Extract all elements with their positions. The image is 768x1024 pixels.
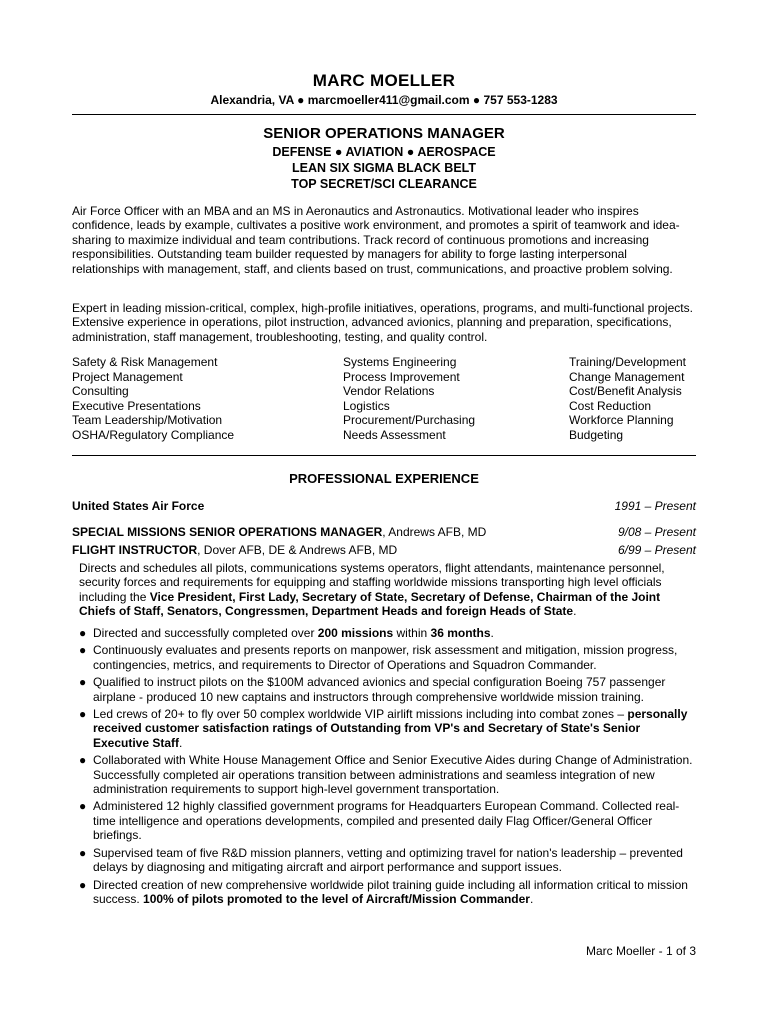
skill-item: Cost Reduction [569,398,652,413]
clearance-line: TOP SECRET/SCI CLEARANCE [291,177,477,191]
bullet-text: Directed creation of new comprehensive worldwide pilot training guide including all information critical to mission success. [93,877,688,906]
skill-item: Team Leadership/Motivation [72,413,223,427]
location: Alexandria, VA [210,93,294,107]
skill-item: Project Management [72,369,183,384]
list-item [79,707,696,750]
list-item [79,799,696,842]
description-end: . [573,604,577,619]
skill-item: Cost/Benefit Analysis [569,384,682,398]
role-location: , Andrews AFB, MD [382,525,487,539]
skills-column-3 [569,355,686,442]
bullet-icon: ● [79,675,87,690]
bullet-text: Collaborated with White House Management Office and Senior Executive Aides during Change of Administration. Successfully completed air operations transition between administrations and seamless integration of new administration requirements to support high-level government transportation. [93,753,693,797]
achievements-list [79,626,696,909]
role-row-2 [72,543,696,557]
page-footer: Marc Moeller - 1 of 3 [585,944,696,958]
role-dates: 6/99 – Present [617,543,696,557]
role-description [79,561,696,619]
experience-heading: PROFESSIONAL EXPERIENCE [289,471,479,486]
skill-item: Workforce Planning [569,413,674,427]
skill-item: Consulting [72,384,129,398]
skill-item: OSHA/Regulatory Compliance [72,427,235,442]
bullet-text: Led crews of 20+ to fly over 50 complex worldwide VIP airlift missions including into combat zones – [93,707,628,722]
skill-item: Vendor Relations [343,384,435,398]
role-title: SPECIAL MISSIONS SENIOR OPERATIONS MANAGER [72,525,383,539]
skill-item: Safety & Risk Management [72,355,218,369]
bullet-text: . [529,891,534,906]
bullet-text: Administered 12 highly classified government programs for Headquarters European Command. Collected real-time intelligence and operations developments, compiled and presented daily Flag Officer/General Officer briefings. [93,799,680,843]
bullet-text: Continuously evaluates and presents reports on manpower, risk assessment and mitigation, mission progress, contingencies, metrics, and requirements to Director of Operations and Squadron Commander. [93,643,678,672]
phone: 757 553-1283 [483,93,558,107]
bullet-text: . [179,735,183,750]
role-dates: 9/08 – Present [617,525,696,539]
role-row-1 [72,525,696,539]
role-location: , Dover AFB, DE & Andrews AFB, MD [197,543,398,557]
bullet-icon: ● [79,877,87,892]
skill-item: Needs Assessment [343,427,446,442]
list-item [79,675,696,704]
list-item [79,643,696,672]
summary-paragraph-1: Air Force Officer with an MBA and an MS in Aeronautics and Astronautics. Motivational leader who inspires confidence, leads by example, cultivates a positive work environment, and promotes a spirit of teamwork and idea-sharing to maximize individual and team contributions. Track record of continuous promotions and increasing responsibilities. Outstanding team builder requested by managers for ability to forge lasting interpersonal relationships with management, staff, and clients based on trust, communications, and proactive problem solving. [72,204,680,276]
description-text: Directs and schedules all pilots, communications systems operators, flight attendants, maintenance personnel, security forces and requirements for equipping and staffing worldwide missions transporting high level officials including the [79,561,665,604]
summary-paragraph-2: Expert in leading mission-critical, complex, high-profile initiatives, operations, programs, and multi-functional projects. Extensive experience in operations, pilot instruction, advanced avionics, planning and preparation, specifications, administration, staff management, troubleshooting, testing, and quality control. [72,301,693,344]
skill-item: Logistics [343,398,390,413]
separator-dot: ● [472,93,481,107]
skill-item: Systems Engineering [343,355,457,369]
skills-column-2 [343,355,475,442]
list-item [79,753,696,796]
bullet-icon: ● [79,707,87,722]
list-item [79,878,696,907]
skill-item: Procurement/Purchasing [343,413,476,427]
skills-column-1 [72,355,234,442]
description-highlight: Vice President, First Lady, Secretary of State, Secretary of Defense, Chairman of the Joint Chiefs of Staff, Senators, Congressmen, Department Heads and foreign Heads of State [79,589,661,619]
bullet-highlight: 36 months [430,626,491,640]
bullet-text: within [393,626,431,640]
bullet-icon: ● [79,845,87,860]
list-item [79,846,696,875]
role-title: FLIGHT INSTRUCTOR [72,543,198,557]
employer-row [72,499,696,513]
certification-line: LEAN SIX SIGMA BLACK BELT [291,161,477,175]
separator-dot: ● [297,93,305,107]
bullet-text: . [490,626,494,640]
employer-dates: 1991 – Present [614,499,696,513]
skill-item: Executive Presentations [72,398,201,413]
bullet-icon: ● [79,626,87,640]
bullet-text: Qualified to instruct pilots on the $100M advanced avionics and special configuration Boeing 757 passenger airplane - produced 10 new captains and instructors through comprehensive worldwide mission training. [93,675,666,704]
industries-line: DEFENSE ● AVIATION ● AEROSPACE [272,145,496,159]
bullet-text: Supervised team of five R&D mission planners, vetting and optimizing travel for nation's leadership – prevented delays by diagnosing and mitigating aircraft and airport performance and support issues. [93,845,683,875]
skill-item: Change Management [569,369,685,384]
header-divider [72,114,696,115]
list-item [79,626,696,640]
section-divider [72,455,696,456]
bullet-icon: ● [79,753,87,768]
bullet-highlight: 100% of pilots promoted to the level of Aircraft/Mission Commander [143,891,530,906]
job-title: SENIOR OPERATIONS MANAGER [263,125,505,142]
bullet-highlight: personally received customer satisfaction ratings of Outstanding from VP's and Secretary of State's Senior Executive Staff [93,707,688,750]
bullet-icon: ● [79,799,87,814]
contact-line [0,93,768,107]
email-link[interactable]: marcmoeller411@gmail.com [307,93,470,107]
candidate-name: MARC MOELLER [312,71,456,90]
bullet-highlight: 200 missions [317,626,394,640]
bullet-text: Directed and successfully completed over [93,626,318,640]
skill-item: Training/Development [569,355,686,369]
skill-item: Process Improvement [343,369,460,384]
employer-name: United States Air Force [72,499,205,513]
bullet-icon: ● [79,643,87,658]
skill-item: Budgeting [569,427,624,442]
